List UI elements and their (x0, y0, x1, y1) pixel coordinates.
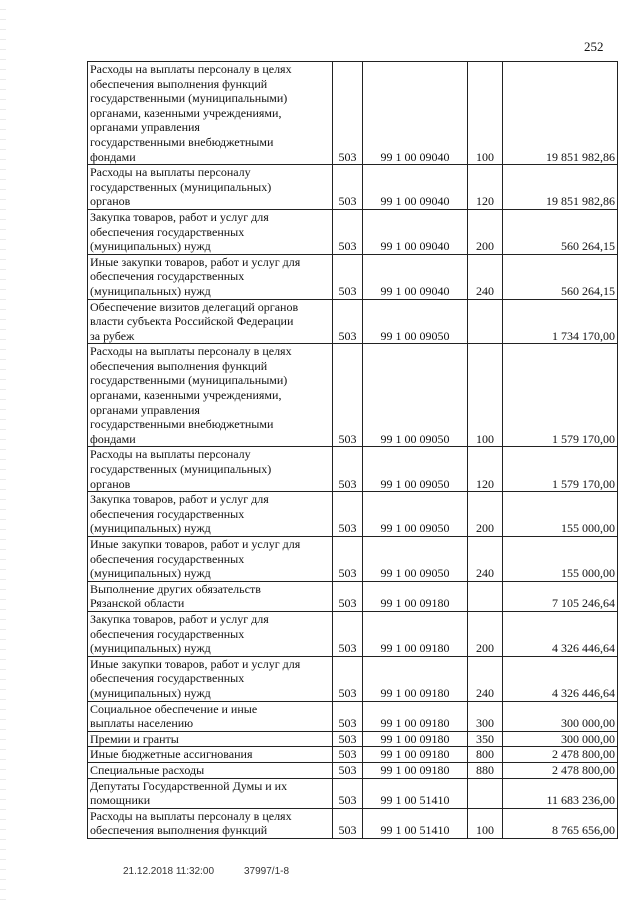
target-article-cell: 99 1 00 09180 (363, 701, 468, 731)
section-code-cell: 503 (333, 299, 363, 344)
table-row (88, 299, 618, 344)
section-code-cell: 503 (333, 762, 363, 778)
expense-type-cell (468, 581, 503, 611)
section-code-cell: 503 (333, 254, 363, 299)
section-code-cell: 503 (333, 808, 363, 838)
expense-name-cell: Социальное обеспечение и иные выплаты населению (88, 701, 333, 731)
target-article-cell: 99 1 00 09050 (363, 492, 468, 537)
expense-type-cell: 120 (468, 165, 503, 210)
target-article-cell: 99 1 00 09180 (363, 656, 468, 701)
amount-cell: 560 264,15 (503, 254, 618, 299)
expense-name-cell: Выполнение других обязательств Рязанской области (88, 581, 333, 611)
budget-table-body (88, 62, 618, 839)
expense-name-cell: Обеспечение визитов делегаций органов власти субъекта Российской Федерации за рубеж (88, 299, 333, 344)
table-row (88, 731, 618, 747)
table-row (88, 165, 618, 210)
target-article-cell: 99 1 00 51410 (363, 778, 468, 808)
target-article-cell: 99 1 00 09040 (363, 62, 468, 165)
table-row (88, 611, 618, 656)
table-row (88, 808, 618, 838)
expense-type-cell: 300 (468, 701, 503, 731)
expense-name-cell: Закупка товаров, работ и услуг для обеспечения государственных (муниципальных) нужд (88, 209, 333, 254)
scan-edge-artifact (0, 0, 6, 905)
target-article-cell: 99 1 00 09040 (363, 165, 468, 210)
target-article-cell: 99 1 00 09180 (363, 611, 468, 656)
expense-name-cell: Расходы на выплаты персоналу в целях обеспечения выполнения функций государственными (муниципальными) органами, казенными учреждениями, органами управления государственными внебюджетными фондами (88, 344, 333, 447)
section-code-cell: 503 (333, 747, 363, 763)
section-code-cell: 503 (333, 344, 363, 447)
section-code-cell: 503 (333, 656, 363, 701)
expense-name-cell: Закупка товаров, работ и услуг для обеспечения государственных (муниципальных) нужд (88, 611, 333, 656)
expense-type-cell: 200 (468, 611, 503, 656)
expense-name-cell: Расходы на выплаты персоналу в целях обеспечения выполнения функций государственными (муниципальными) органами, казенными учреждениями, органами управления государственными внебюджетными фондами (88, 62, 333, 165)
section-code-cell: 503 (333, 492, 363, 537)
amount-cell: 2 478 800,00 (503, 762, 618, 778)
target-article-cell: 99 1 00 09050 (363, 299, 468, 344)
table-row (88, 581, 618, 611)
amount-cell: 19 851 982,86 (503, 165, 618, 210)
amount-cell: 4 326 446,64 (503, 656, 618, 701)
amount-cell: 155 000,00 (503, 537, 618, 582)
target-article-cell: 99 1 00 09180 (363, 731, 468, 747)
amount-cell: 300 000,00 (503, 731, 618, 747)
target-article-cell: 99 1 00 09050 (363, 537, 468, 582)
table-row (88, 701, 618, 731)
target-article-cell: 99 1 00 09180 (363, 747, 468, 763)
expense-name-cell: Иные закупки товаров, работ и услуг для обеспечения государственных (муниципальных) нужд (88, 254, 333, 299)
target-article-cell: 99 1 00 09180 (363, 762, 468, 778)
amount-cell: 1 579 170,00 (503, 344, 618, 447)
expense-type-cell: 240 (468, 254, 503, 299)
target-article-cell: 99 1 00 09180 (363, 581, 468, 611)
section-code-cell: 503 (333, 611, 363, 656)
section-code-cell: 503 (333, 581, 363, 611)
expense-type-cell: 200 (468, 492, 503, 537)
budget-table (87, 61, 618, 839)
expense-name-cell: Расходы на выплаты персоналу государственных (муниципальных) органов (88, 447, 333, 492)
expense-type-cell: 200 (468, 209, 503, 254)
section-code-cell: 503 (333, 165, 363, 210)
table-row (88, 209, 618, 254)
amount-cell: 7 105 246,64 (503, 581, 618, 611)
amount-cell: 1 734 170,00 (503, 299, 618, 344)
amount-cell: 560 264,15 (503, 209, 618, 254)
target-article-cell: 99 1 00 09040 (363, 209, 468, 254)
expense-type-cell: 100 (468, 808, 503, 838)
table-row (88, 254, 618, 299)
page-number: 252 (584, 39, 604, 54)
section-code-cell: 503 (333, 701, 363, 731)
amount-cell: 2 478 800,00 (503, 747, 618, 763)
section-code-cell: 503 (333, 731, 363, 747)
target-article-cell: 99 1 00 09050 (363, 447, 468, 492)
expense-name-cell: Иные закупки товаров, работ и услуг для обеспечения государственных (муниципальных) нужд (88, 656, 333, 701)
expense-type-cell: 350 (468, 731, 503, 747)
expense-type-cell: 240 (468, 656, 503, 701)
amount-cell: 1 579 170,00 (503, 447, 618, 492)
target-article-cell: 99 1 00 09050 (363, 344, 468, 447)
expense-name-cell: Расходы на выплаты персоналу государственных (муниципальных) органов (88, 165, 333, 210)
amount-cell: 300 000,00 (503, 701, 618, 731)
amount-cell: 11 683 236,00 (503, 778, 618, 808)
amount-cell: 8 765 656,00 (503, 808, 618, 838)
section-code-cell: 503 (333, 537, 363, 582)
amount-cell: 19 851 982,86 (503, 62, 618, 165)
expense-name-cell: Закупка товаров, работ и услуг для обеспечения государственных (муниципальных) нужд (88, 492, 333, 537)
amount-cell: 155 000,00 (503, 492, 618, 537)
expense-type-cell: 100 (468, 62, 503, 165)
expense-type-cell: 800 (468, 747, 503, 763)
table-row (88, 492, 618, 537)
expense-type-cell (468, 778, 503, 808)
table-row (88, 656, 618, 701)
expense-type-cell: 880 (468, 762, 503, 778)
expense-name-cell: Иные бюджетные ассигнования (88, 747, 333, 763)
expense-type-cell: 100 (468, 344, 503, 447)
section-code-cell: 503 (333, 447, 363, 492)
table-row (88, 62, 618, 165)
table-row (88, 344, 618, 447)
table-row (88, 747, 618, 763)
expense-name-cell: Иные закупки товаров, работ и услуг для обеспечения государственных (муниципальных) нужд (88, 537, 333, 582)
expense-type-cell: 240 (468, 537, 503, 582)
expense-name-cell: Специальные расходы (88, 762, 333, 778)
target-article-cell: 99 1 00 09040 (363, 254, 468, 299)
expense-type-cell: 120 (468, 447, 503, 492)
table-row (88, 537, 618, 582)
target-article-cell: 99 1 00 51410 (363, 808, 468, 838)
expense-name-cell: Депутаты Государственной Думы и их помощники (88, 778, 333, 808)
section-code-cell: 503 (333, 62, 363, 165)
table-row (88, 762, 618, 778)
expense-name-cell: Расходы на выплаты персоналу в целях обеспечения выполнения функций (88, 808, 333, 838)
expense-name-cell: Премии и гранты (88, 731, 333, 747)
expense-type-cell (468, 299, 503, 344)
table-row (88, 778, 618, 808)
footer-timestamp: 21.12.2018 11:32:00 (123, 866, 215, 877)
section-code-cell: 503 (333, 778, 363, 808)
amount-cell: 4 326 446,64 (503, 611, 618, 656)
footer-document-id: 37997/1-8 (244, 866, 290, 877)
table-row (88, 447, 618, 492)
section-code-cell: 503 (333, 209, 363, 254)
